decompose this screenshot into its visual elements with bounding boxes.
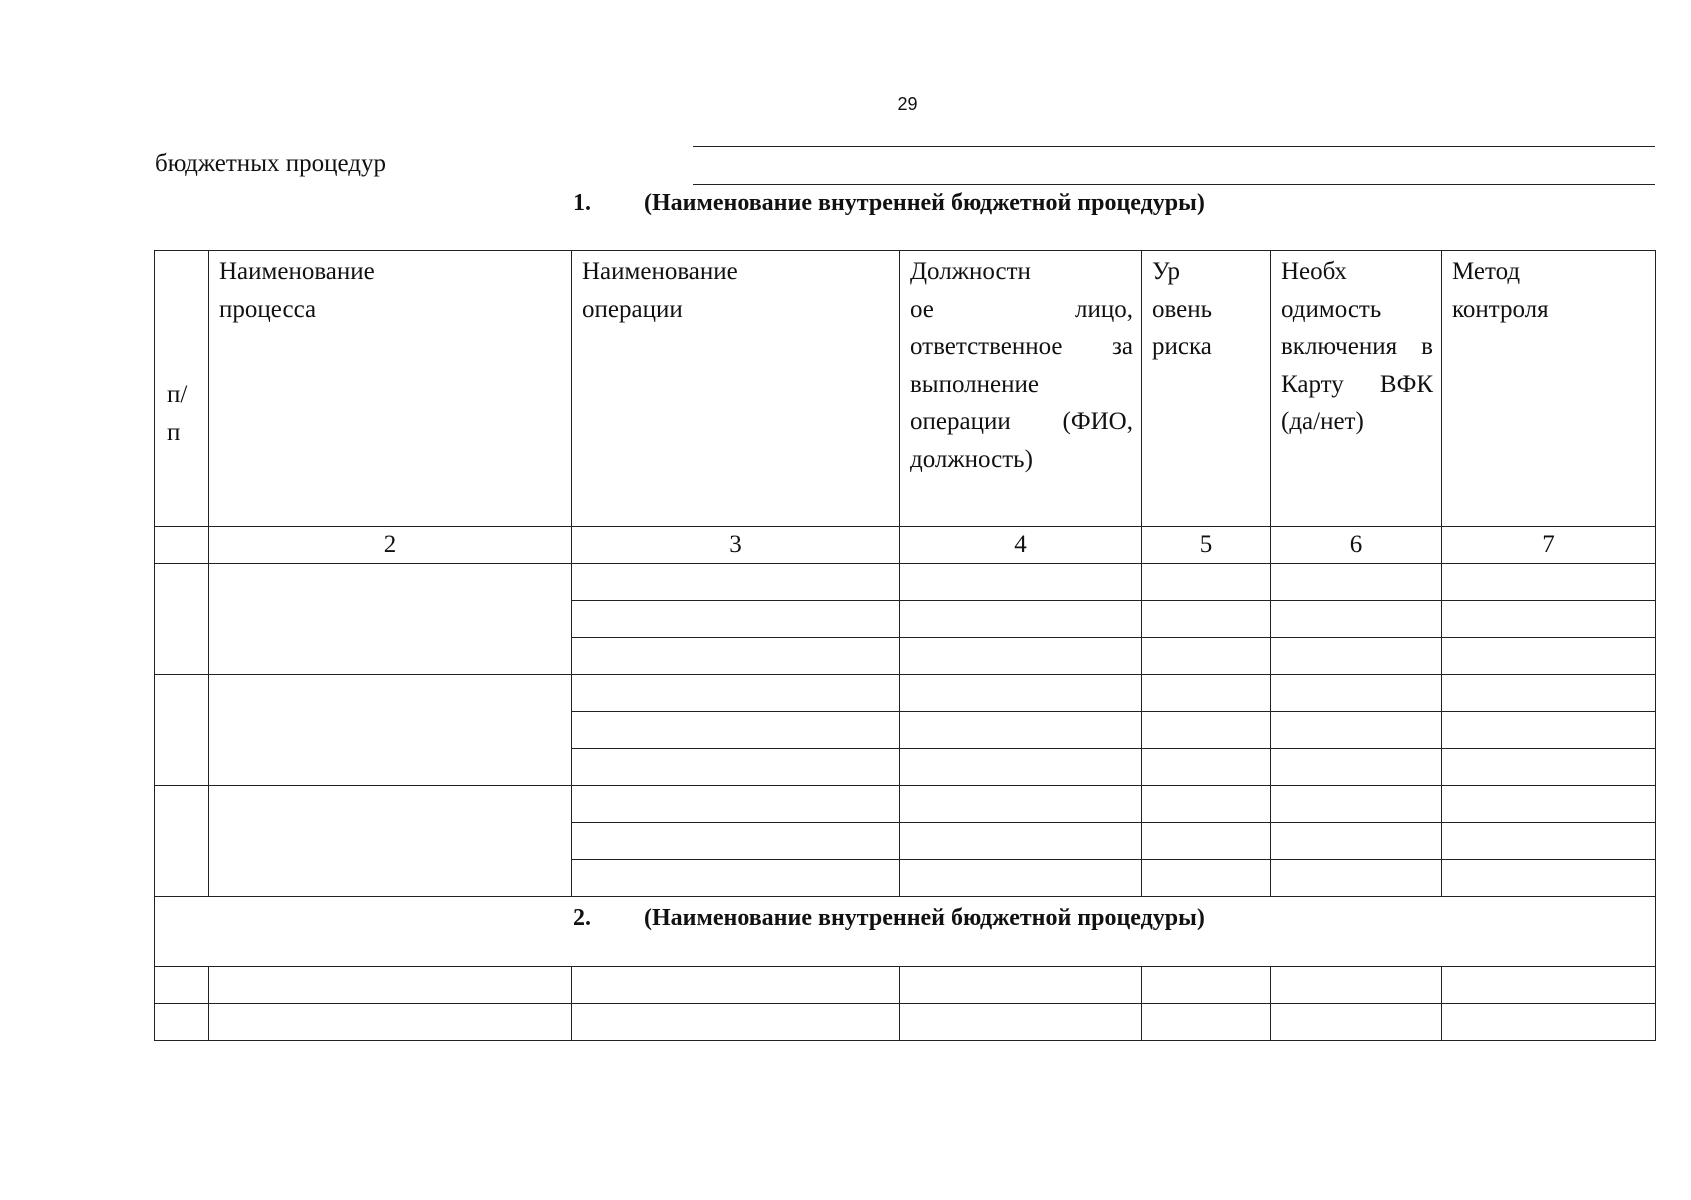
empty-cell [209,1004,572,1041]
page-number: 29 [897,94,918,114]
empty-cell [900,564,1142,601]
header-cell-number [155,251,209,527]
empty-cell [1442,675,1656,712]
empty-cell [1442,638,1656,675]
empty-cell [572,967,900,1004]
header-cell-responsible [900,251,1142,527]
header-cell-vfk [1271,251,1442,527]
section-1-title: (Наименование внутренней бюджетной процедуры) [644,190,1205,216]
empty-cell [209,675,572,786]
header-vfk-line-1: Необх [1281,258,1347,285]
empty-cell [572,860,900,897]
empty-cell [1142,860,1271,897]
empty-cell [1142,712,1271,749]
empty-cell [1142,749,1271,786]
column-number-cell: 2 [209,527,572,564]
empty-cell [572,564,900,601]
header-process-line-2: процесса [219,295,317,323]
table-row [155,967,1656,1004]
section-2-number: 2. [573,905,591,931]
empty-cell [572,823,900,860]
empty-cell [572,638,900,675]
empty-cell [155,786,209,897]
empty-cell [900,601,1142,638]
column-number-cell: 6 [1271,527,1442,564]
empty-cell [1271,601,1442,638]
empty-cell [572,1004,900,1041]
empty-cell [1271,749,1442,786]
header-cell-risk [1142,251,1271,527]
header-risk-line-1: Ур [1152,258,1181,285]
header-cell-process [209,251,572,527]
empty-cell [1142,823,1271,860]
empty-cell [1442,860,1656,897]
empty-cell [572,749,900,786]
header-method-line-1: Метод [1452,258,1521,285]
header-responsible-line-1: Должностн [910,258,1031,285]
empty-cell [1142,967,1271,1004]
empty-cell [572,712,900,749]
empty-cell [900,1004,1142,1041]
empty-cell [1442,712,1656,749]
empty-cell [1271,860,1442,897]
empty-cell [572,675,900,712]
empty-cell [155,1004,209,1041]
header-number-line-1: п/ [167,380,188,408]
header-risk-rest: овень риска [1152,295,1213,361]
empty-cell [1271,564,1442,601]
empty-cell [900,675,1142,712]
section-1-number: 1. [573,190,591,216]
empty-cell [900,967,1142,1004]
empty-cell [900,638,1142,675]
empty-cell [209,786,572,897]
header-operation-line-2: операции [582,295,683,323]
empty-cell [1271,967,1442,1004]
empty-cell [1271,675,1442,712]
column-number-cell: 5 [1142,527,1271,564]
empty-cell [1142,1004,1271,1041]
header-number-line-2: п [167,418,181,446]
table-row [155,675,1656,712]
empty-cell [1442,1004,1656,1041]
empty-cell [1442,823,1656,860]
section-2-cell [155,897,1656,967]
column-number-cell: 4 [900,527,1142,564]
empty-cell [1271,712,1442,749]
table-row [155,786,1656,823]
empty-cell [155,564,209,675]
empty-cell [155,967,209,1004]
empty-cell [1271,786,1442,823]
empty-cell [1442,564,1656,601]
header-responsible-rest: ое лицо, ответственное за выполнение операции (ФИО, должность) [910,295,1133,473]
blank-line-top [693,146,1655,147]
column-number-cell: 3 [572,527,900,564]
empty-cell [209,967,572,1004]
empty-cell [1442,786,1656,823]
column-number-cell: 7 [1442,527,1656,564]
header-method-line-2: контроля [1452,295,1549,323]
section-2-title: (Наименование внутренней бюджетной процедуры) [644,905,1205,931]
table-row [155,564,1656,601]
empty-cell [1142,675,1271,712]
header-operation-line-1: Наименование [582,258,738,285]
empty-cell [1442,749,1656,786]
empty-cell [900,860,1142,897]
empty-cell [900,823,1142,860]
empty-cell [1142,638,1271,675]
empty-cell [1442,967,1656,1004]
header-cell-operation [572,251,900,527]
column-numbers-row [155,527,1656,564]
empty-cell [572,786,900,823]
section-2-row [155,897,1656,967]
continuation-text: бюджетных процедур [155,150,386,177]
empty-cell [209,564,572,675]
empty-cell [900,786,1142,823]
table-row [155,1004,1656,1041]
header-process-line-1: Наименование [219,258,375,285]
empty-cell [900,749,1142,786]
empty-cell [572,601,900,638]
empty-cell [1271,638,1442,675]
blank-line-bottom [693,184,1655,185]
empty-cell [155,675,209,786]
header-row [155,251,1656,527]
empty-cell [1271,1004,1442,1041]
empty-cell [1442,601,1656,638]
empty-cell [1142,601,1271,638]
budget-procedures-table [154,250,1656,1041]
empty-cell [1142,564,1271,601]
empty-cell [900,712,1142,749]
header-vfk-rest: одимость включения в Карту ВФК (да/нет) [1281,295,1433,436]
empty-cell [1142,786,1271,823]
header-cell-control-method [1442,251,1656,527]
column-number-cell [155,527,209,564]
empty-cell [1271,823,1442,860]
